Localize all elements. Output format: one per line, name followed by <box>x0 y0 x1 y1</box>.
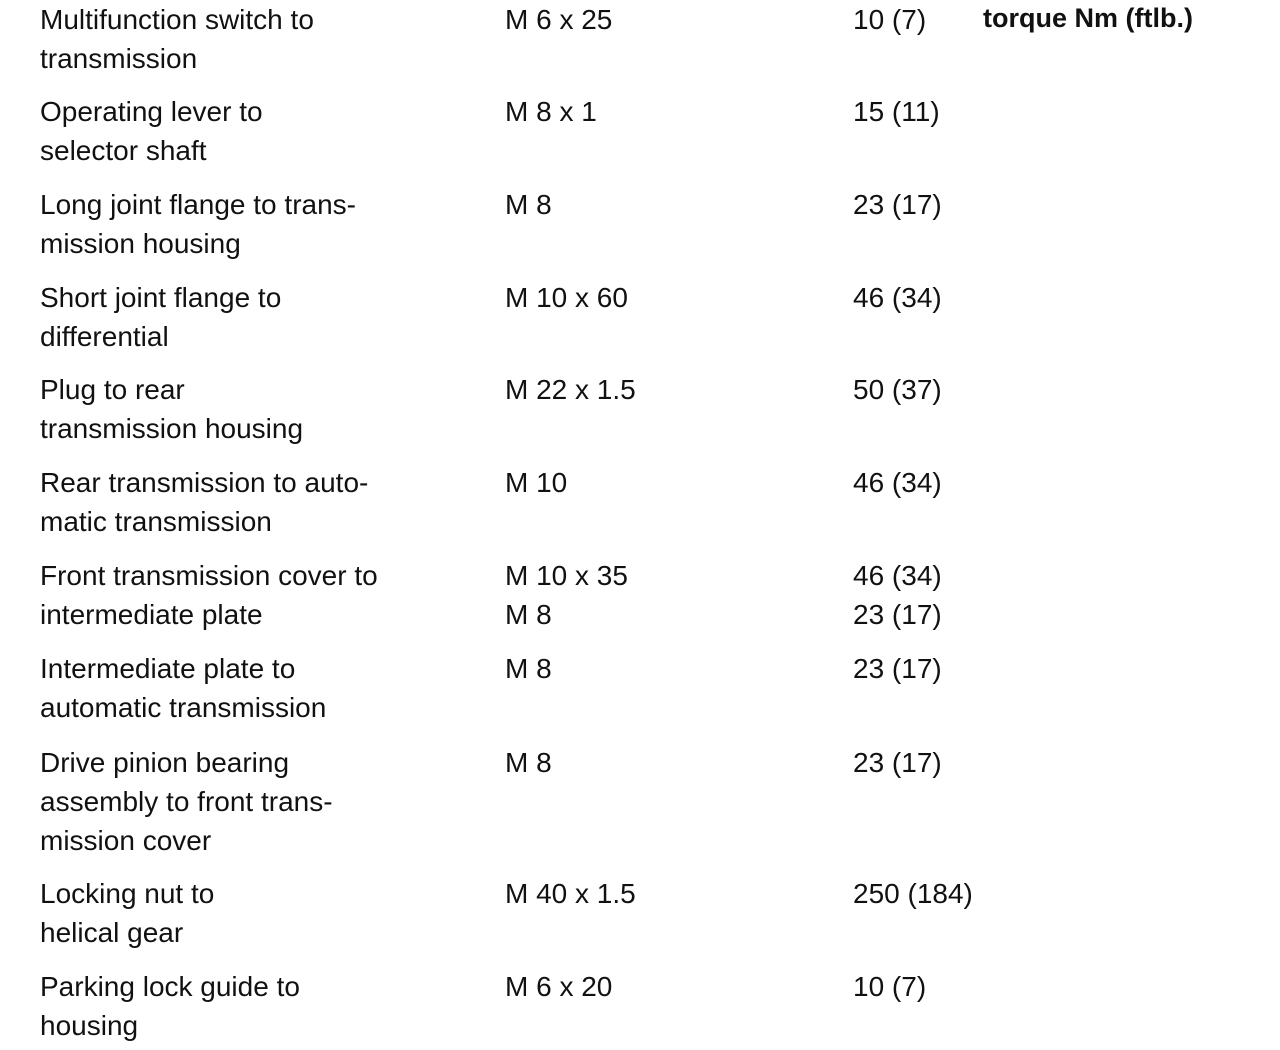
row-fastener-size: M 8 <box>505 747 552 778</box>
row-description: Operating lever to selector shaft <box>40 96 263 166</box>
row-description: Intermediate plate to automatic transmission <box>40 653 327 723</box>
row-description: Plug to rear transmission housing <box>40 374 304 444</box>
row-description: Short joint flange to differential <box>40 282 282 352</box>
row-description: Multifunction switch to transmission <box>40 4 314 74</box>
torque-column-header: torque Nm (ftlb.) <box>983 3 1193 33</box>
row-torque-value: 10 (7) <box>853 4 927 35</box>
row-fastener-size: M 6 x 20 <box>505 971 613 1002</box>
row-torque-value: 46 (34) <box>853 282 942 313</box>
row-torque-value: 46 (34) 23 (17) <box>853 560 942 630</box>
row-fastener-size: M 10 <box>505 467 568 498</box>
row-torque-value: 23 (17) <box>853 189 942 220</box>
row-description: Front transmission cover to intermediate plate <box>40 560 378 630</box>
row-torque-value: 46 (34) <box>853 467 942 498</box>
row-fastener-size: M 6 x 25 <box>505 4 613 35</box>
row-description: Drive pinion bearing assembly to front trans- mission cover <box>40 747 333 856</box>
row-fastener-size: M 8 x 1 <box>505 96 597 127</box>
row-description: Parking lock guide to housing <box>40 971 300 1041</box>
row-torque-value: 23 (17) <box>853 747 942 778</box>
row-fastener-size: M 10 x 35 M 8 <box>505 560 628 630</box>
row-description: Rear transmission to auto- matic transmission <box>40 467 369 537</box>
row-description: Long joint flange to trans- mission housing <box>40 189 356 259</box>
row-description: Locking nut to helical gear <box>40 878 215 948</box>
row-fastener-size: M 8 <box>505 653 552 684</box>
row-torque-value: 50 (37) <box>853 374 942 405</box>
row-fastener-size: M 10 x 60 <box>505 282 628 313</box>
row-torque-value: 10 (7) <box>853 971 927 1002</box>
row-torque-value: 15 (11) <box>853 96 940 127</box>
row-fastener-size: M 40 x 1.5 <box>505 878 636 909</box>
row-torque-value: 23 (17) <box>853 653 942 684</box>
row-fastener-size: M 8 <box>505 189 552 220</box>
row-torque-value: 250 (184) <box>853 878 973 909</box>
row-fastener-size: M 22 x 1.5 <box>505 374 636 405</box>
